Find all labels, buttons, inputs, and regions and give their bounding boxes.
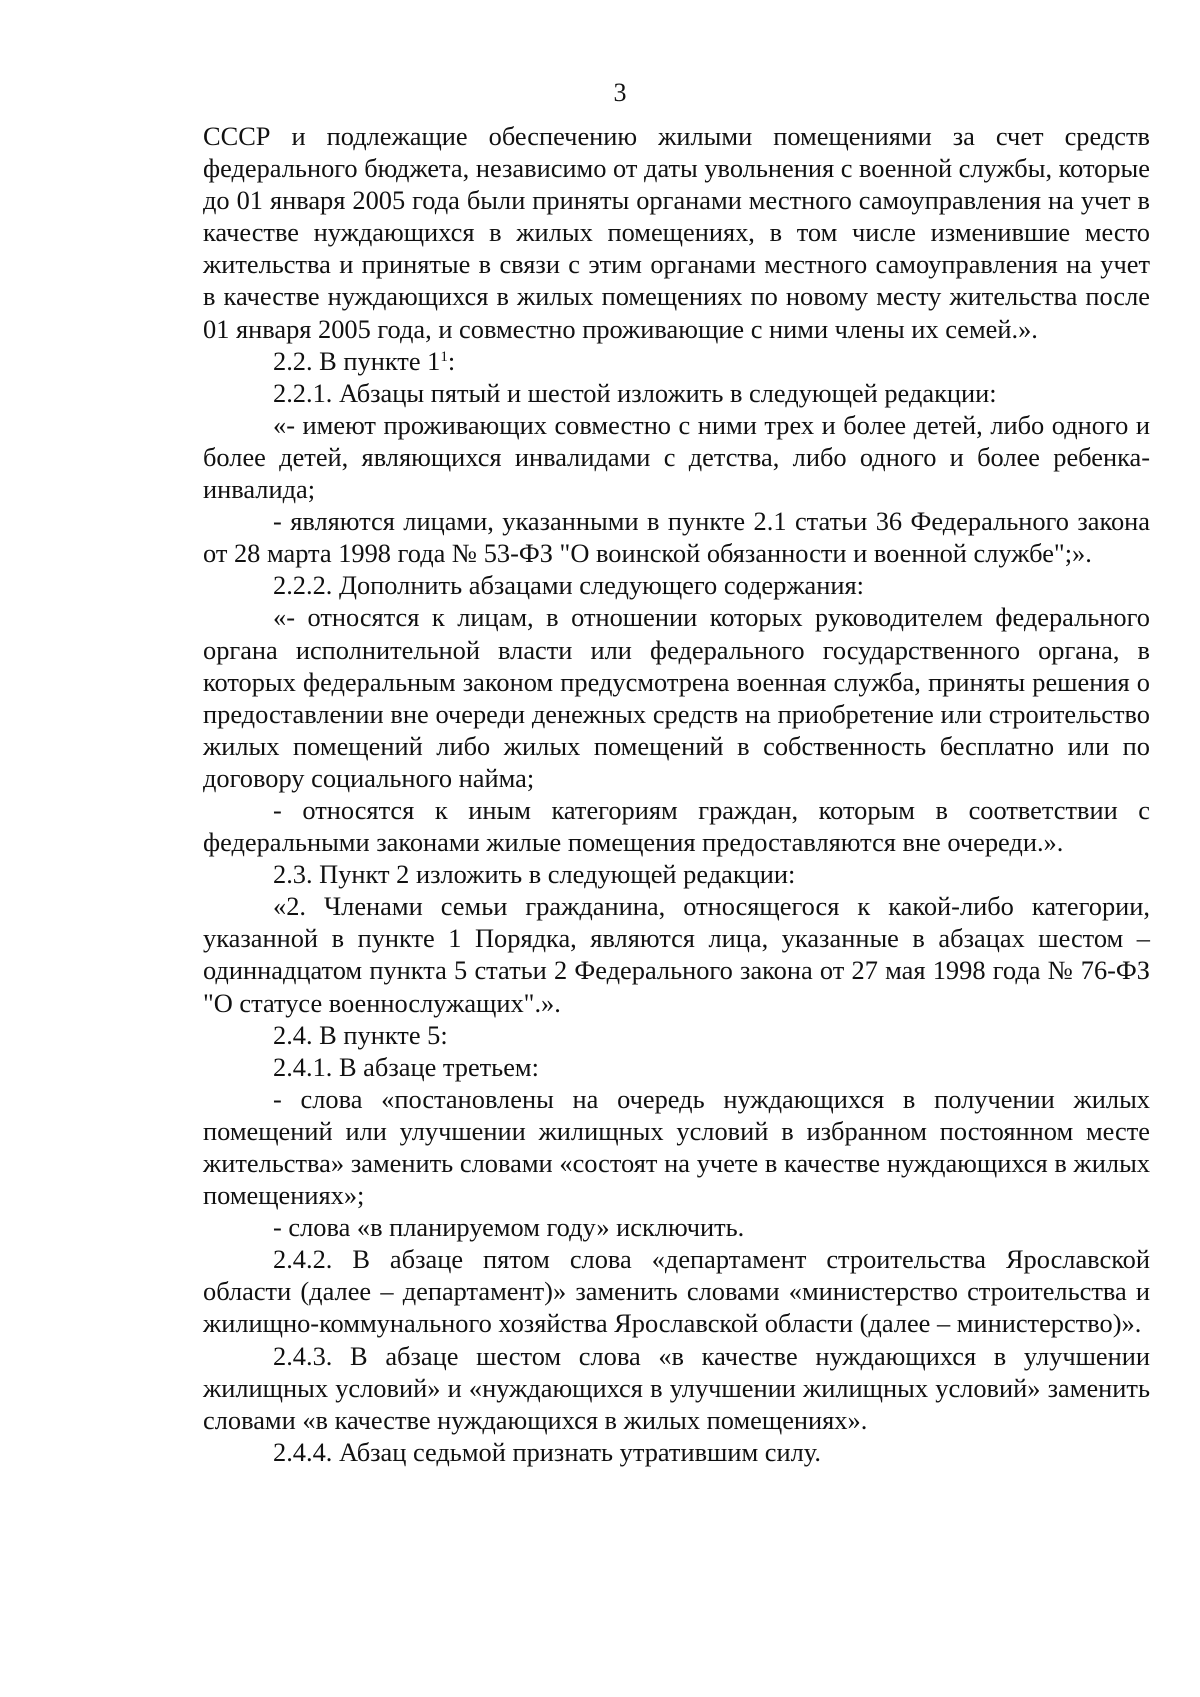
document-body bbox=[203, 120, 1150, 1468]
paragraph-2-3: 2.3. Пункт 2 изложить в следующей редакции: bbox=[273, 859, 796, 890]
paragraph-words-replace: - слова «постановлены на очередь нуждающихся в получении жилых помещений или улучшении жилищных условий в избранном постоянном месте жительства» заменить словами «состоят на учете в качестве нуждающихся в жилых помещениях»; bbox=[203, 1083, 1150, 1211]
page-number: 3 bbox=[613, 78, 627, 107]
paragraph-2-2 bbox=[203, 345, 1150, 377]
paragraph-quote-persons: - являются лицами, указанными в пункте 2.1 статьи 36 Федерального закона от 28 марта 1998 года № 53-ФЗ "О воинской обязанности и военной службе";». bbox=[203, 506, 1150, 569]
paragraph-2-4-3: 2.4.3. В абзаце шестом слова «в качестве нуждающихся в улучшении жилищных условий» и «нуждающихся в улучшении жилищных условий» заменить словами «в качестве нуждающихся в жилых помещениях». bbox=[203, 1340, 1150, 1435]
paragraph-2-2-1: 2.2.1. Абзацы пятый и шестой изложить в следующей редакции: bbox=[273, 377, 997, 408]
superscript: 1 bbox=[440, 348, 448, 365]
paragraph-text: 2.2. В пункте 1 bbox=[273, 345, 441, 376]
paragraph-2-2-2: 2.2.2. Дополнить абзацами следующего содержания: bbox=[273, 570, 864, 601]
paragraph-quote-decisions: «- относятся к лицам, в отношении которых руководителем федерального органа исполнительной власти или федерального государственного органа, в которых федеральным законом предусмотрена военная служба, приняты решения о предоставлении вне очереди денежных средств на приобретение или строительство жилых помещений либо жилых помещений в собственность бесплатно или по договору социального найма; bbox=[203, 602, 1150, 793]
paragraph-2-4-2: 2.4.2. В абзаце пятом слова «департамент строительства Ярославской области (далее – департамент)» заменить словами «министерство строительства и жилищно-коммунального хозяйства Ярославской области (далее – министерство)». bbox=[203, 1244, 1150, 1339]
paragraph-text-tail: : bbox=[447, 345, 456, 376]
paragraph-2-4: 2.4. В пункте 5: bbox=[273, 1019, 448, 1050]
paragraph-2-4-4: 2.4.4. Абзац седьмой признать утратившим силу. bbox=[273, 1436, 821, 1467]
paragraph-quote-other: - относятся к иным категориям граждан, которым в соответствии с федеральными законами жилые помещения предоставляются вне очереди.». bbox=[203, 794, 1150, 858]
paragraph-quote-family: «2. Членами семьи гражданина, относящегося к какой-либо категории, указанной в пункте 1 Порядка, являются лица, указанные в абзацах шестом – одиннадцатом пункта 5 статьи 2 Федерального закона от 27 мая 1998 года № 76-ФЗ "О статусе военнослужащих".». bbox=[203, 891, 1150, 1018]
paragraph-quote-children: «- имеют проживающих совместно с ними трех и более детей, либо одного и более детей, являющихся инвалидами с детства, либо одного и более ребенка-инвалида; bbox=[203, 409, 1150, 505]
paragraph-continuation: СССР и подлежащие обеспечению жилыми помещениями за счет средств федерального бюджета, независимо от даты увольнения с военной службы, которые до 01 января 2005 года были приняты органами местного самоуправления на учет в качестве нуждающихся в жилых помещениях, в том числе изменившие место жительства и принятые в связи с этим органами местного самоуправления на учет в качестве нуждающихся в жилых помещениях по новому месту жительства после 01 января 2005 года, и совместно проживающие с ними члены их семей.». bbox=[203, 121, 1150, 344]
paragraph-words-exclude: - слова «в планируемом году» исключить. bbox=[273, 1212, 745, 1243]
paragraph-2-4-1: 2.4.1. В абзаце третьем: bbox=[273, 1051, 539, 1082]
